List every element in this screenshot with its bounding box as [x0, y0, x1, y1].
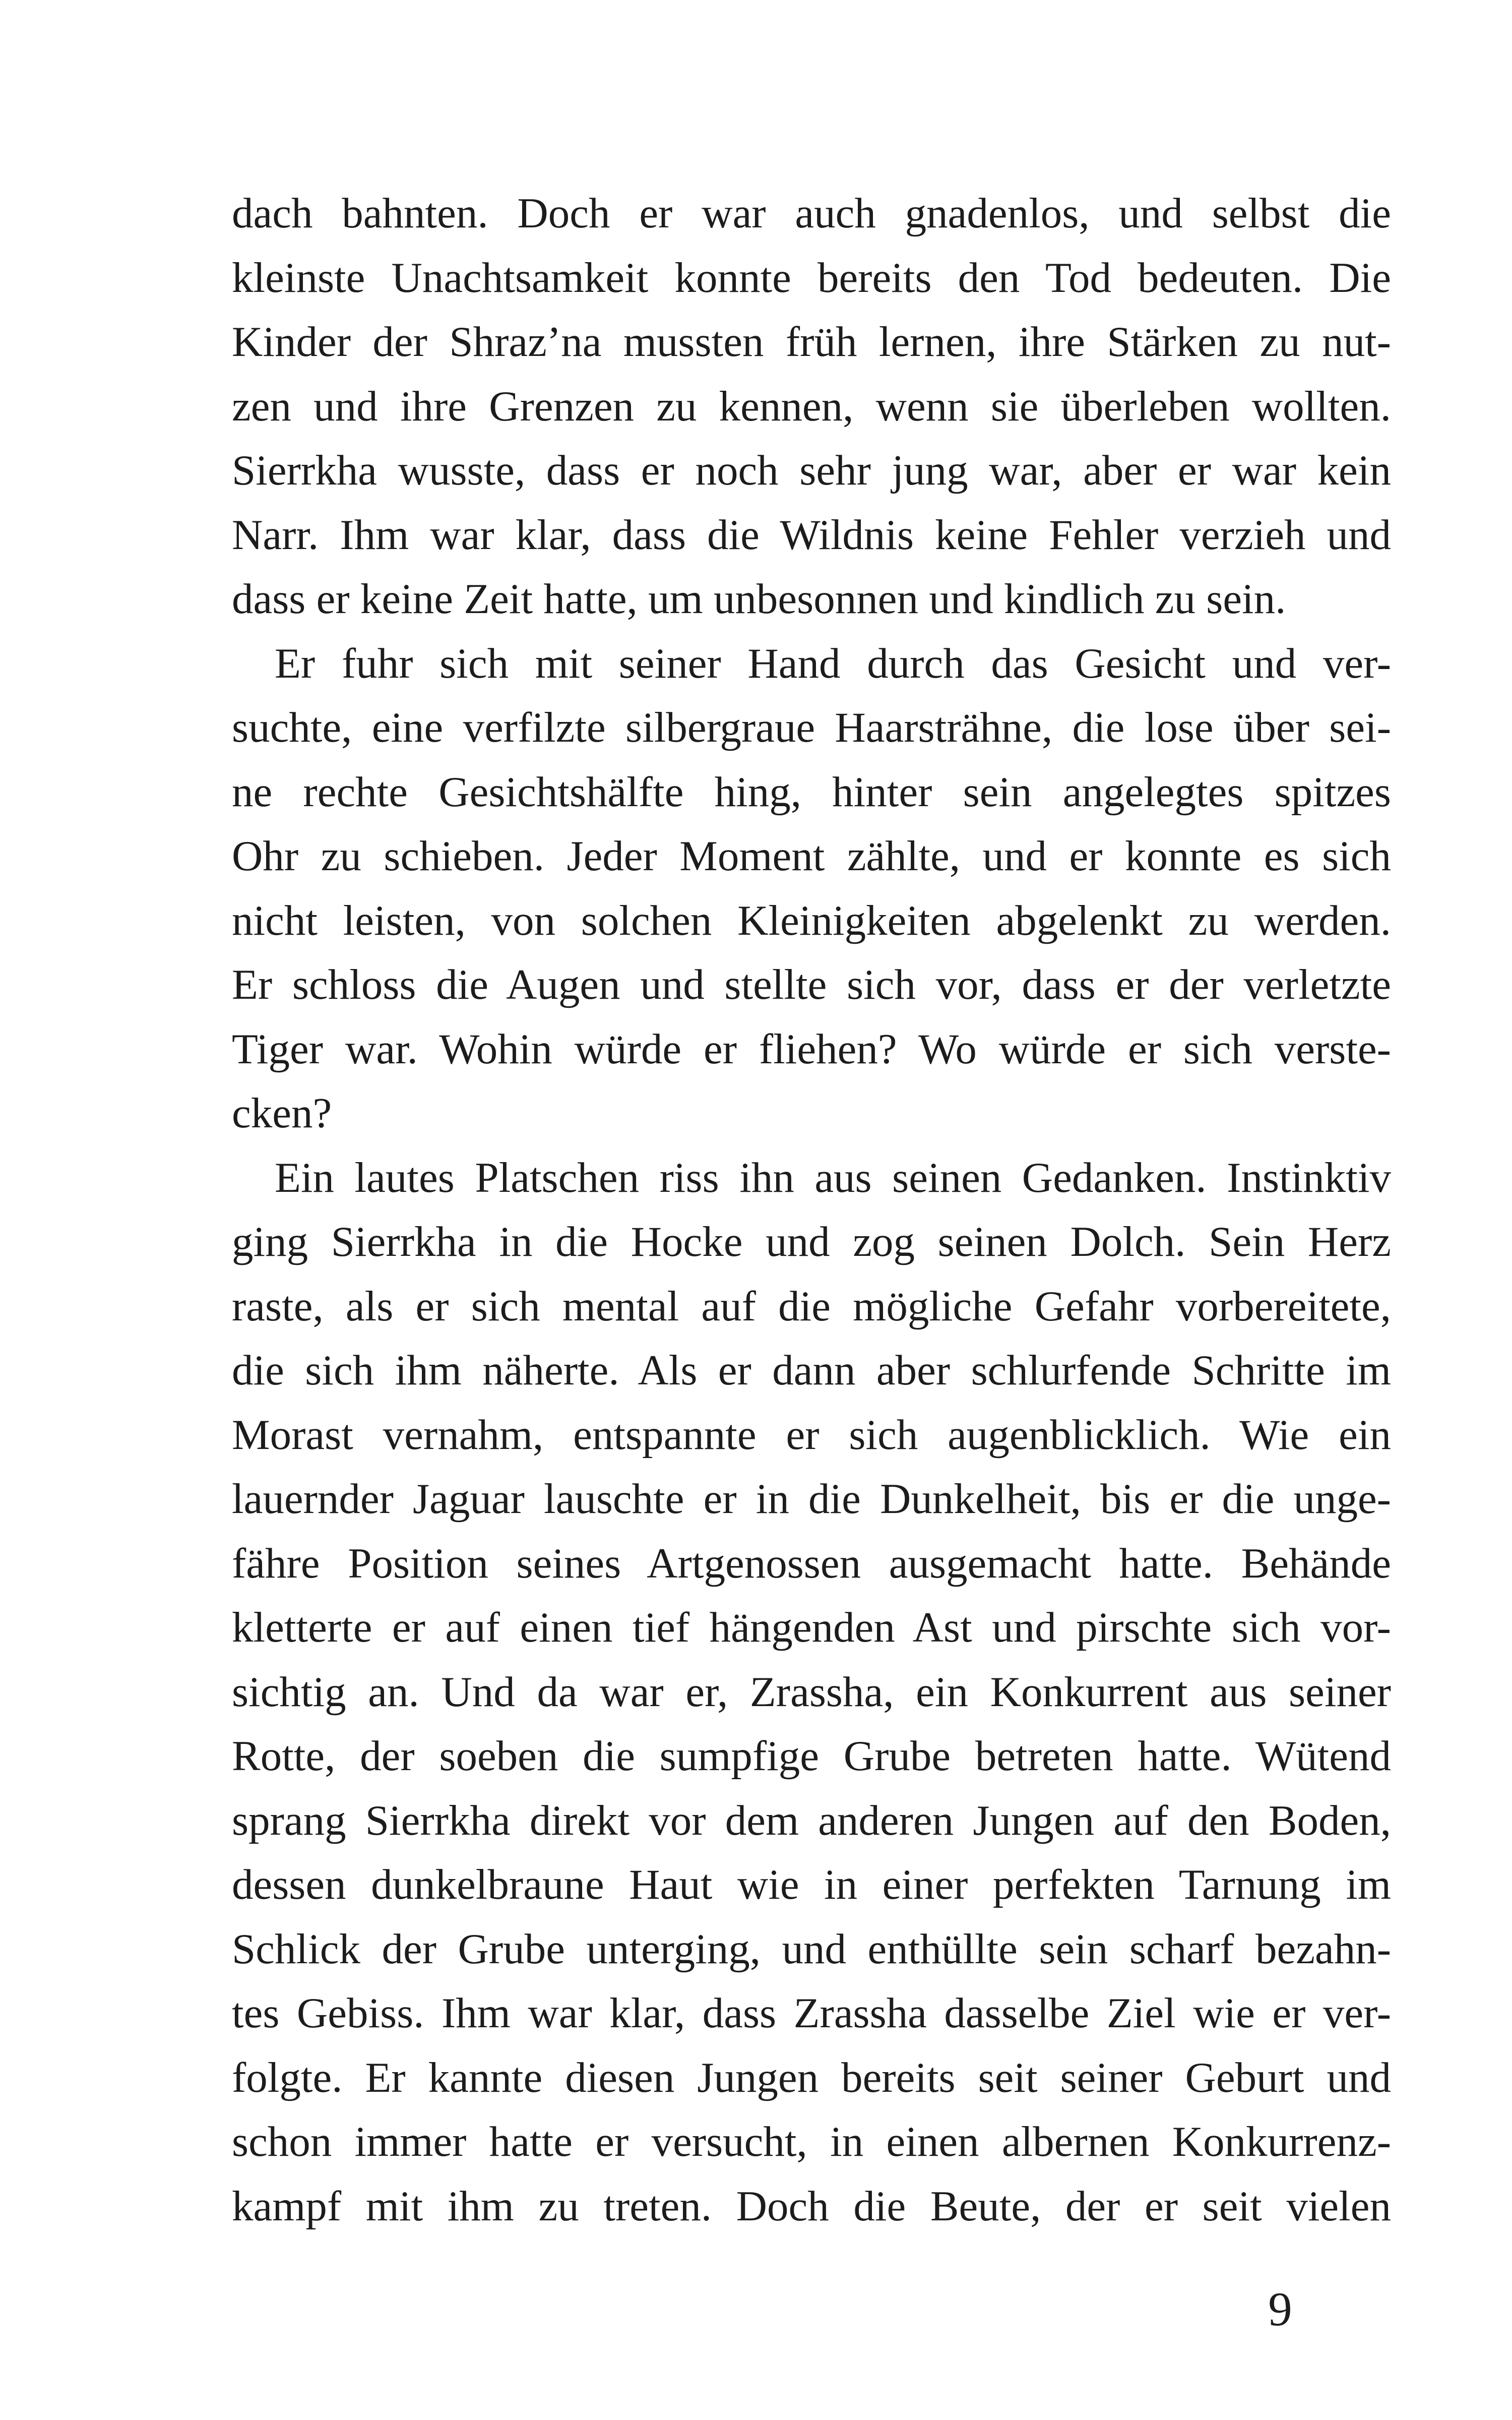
text-line: raste, als er sich mental auf die mögliche Gefahr vorbereitete,: [232, 1282, 1391, 1330]
text-line: kleinste Unachtsamkeit konnte bereits den Tod bedeuten. Die: [232, 254, 1391, 301]
paragraph-1: [232, 182, 1391, 632]
text-line: Er fuhr sich mit seiner Hand durch das Gesicht und ver-: [275, 639, 1391, 687]
text-line: ne rechte Gesichtshälfte hing, hinter sein angelegtes spitzes: [232, 768, 1391, 816]
text-line: die sich ihm näherte. Als er dann aber schlurfende Schritte im: [232, 1347, 1391, 1394]
body-text: [232, 182, 1391, 2238]
text-line: lauernder Jaguar lauschte er in die Dunkelheit, bis er die unge-: [232, 1475, 1391, 1523]
text-line: sichtig an. Und da war er, Zrassha, ein Konkurrent aus seiner: [232, 1668, 1391, 1716]
text-line: folgte. Er kannte diesen Jungen bereits seit seiner Geburt und: [232, 2053, 1391, 2101]
text-line: dach bahnten. Doch er war auch gnadenlos, und selbst die: [232, 190, 1391, 237]
text-line: dessen dunkelbraune Haut wie in einer perfekten Tarnung im: [232, 1861, 1391, 1908]
text-line: schon immer hatte er versucht, in einen albernen Konkurrenz-: [232, 2118, 1391, 2165]
text-line: Narr. Ihm war klar, dass die Wildnis keine Fehler verzieh und: [232, 511, 1391, 559]
text-line: Kinder der Shraz’na mussten früh lernen, ihre Stärken zu nut-: [232, 318, 1391, 366]
text-line: Morast vernahm, entspannte er sich augenblicklich. Wie ein: [232, 1411, 1391, 1459]
paragraph-3: [232, 1146, 1391, 2239]
text-line: Ein lautes Platschen riss ihn aus seinen Gedanken. Instinktiv: [275, 1154, 1391, 1201]
text-line: tes Gebiss. Ihm war klar, dass Zrassha dasselbe Ziel wie er ver-: [232, 1989, 1391, 2037]
text-line: Er schloss die Augen und stellte sich vor, dass er der verletzte: [232, 961, 1391, 1008]
page-number: 9: [1268, 2282, 1292, 2336]
text-line: Rotte, der soeben die sumpfige Grube betreten hatte. Wütend: [232, 1732, 1391, 1780]
text-line: kampf mit ihm zu treten. Doch die Beute, der er seit vielen: [232, 2182, 1391, 2230]
text-line: cken?: [232, 1090, 332, 1137]
paragraph-2: [232, 632, 1391, 1146]
text-line: dass er keine Zeit hatte, um unbesonnen und kindlich zu sein.: [232, 575, 1286, 623]
text-line: kletterte er auf einen tief hängenden Ast und pirschte sich vor-: [232, 1604, 1391, 1651]
text-line: Schlick der Grube unterging, und enthüllte sein scharf bezahn-: [232, 1925, 1391, 1973]
text-line: Ohr zu schieben. Jeder Moment zählte, und er konnte es sich: [232, 832, 1391, 880]
text-line: Sierrkha wusste, dass er noch sehr jung war, aber er war kein: [232, 447, 1391, 494]
text-line: sprang Sierrkha direkt vor dem anderen Jungen auf den Boden,: [232, 1796, 1391, 1844]
text-line: suchte, eine verfilzte silbergraue Haarsträhne, die lose über sei-: [232, 704, 1391, 751]
text-line: Tiger war. Wohin würde er fliehen? Wo würde er sich verste-: [232, 1025, 1391, 1073]
text-line: ging Sierrkha in die Hocke und zog seinen Dolch. Sein Herz: [232, 1218, 1391, 1265]
text-line: nicht leisten, von solchen Kleinigkeiten abgelenkt zu werden.: [232, 896, 1391, 944]
text-line: zen und ihre Grenzen zu kennen, wenn sie überleben wollten.: [232, 382, 1391, 430]
text-line: fähre Position seines Artgenossen ausgemacht hatte. Behände: [232, 1539, 1391, 1587]
